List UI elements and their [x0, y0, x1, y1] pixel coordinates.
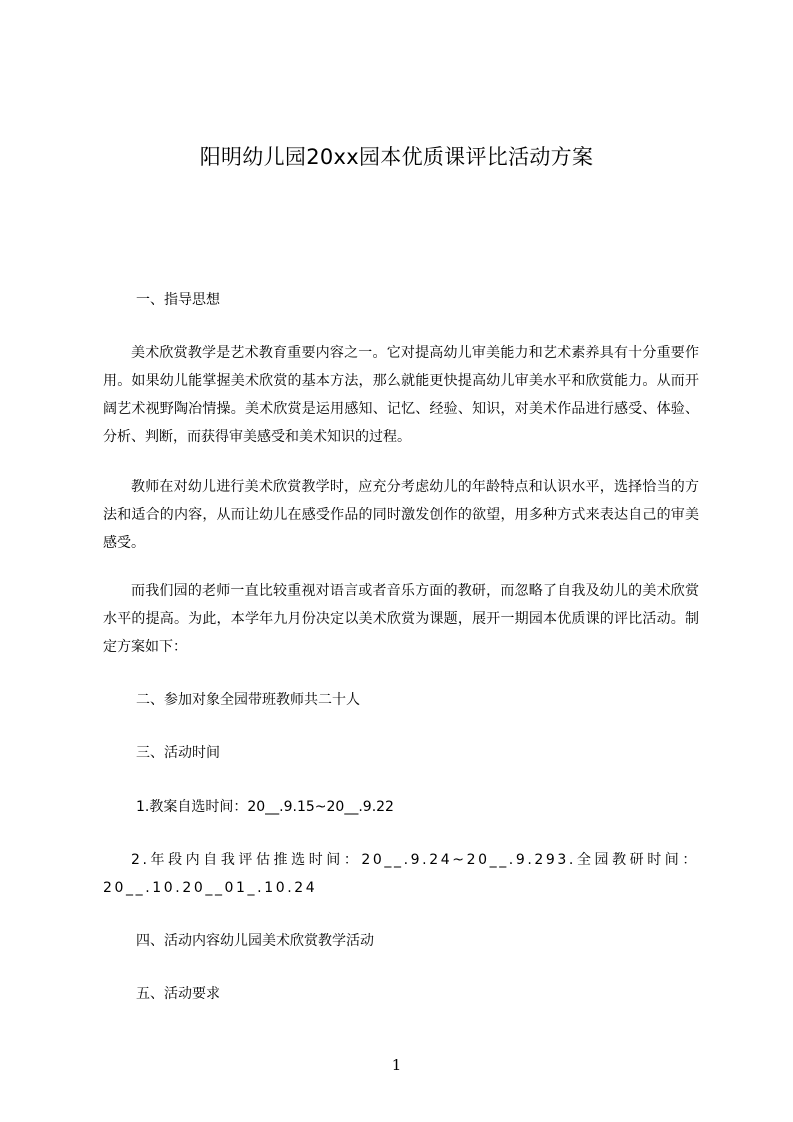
section-heading-activity-time: 三、活动时间 — [136, 745, 220, 761]
section-heading-activity-requirements: 五、活动要求 — [136, 986, 220, 1002]
list-item-evaluation-time: 2.年段内自我评估推选时间：20__.9.24~20__.9.293.全园教研时间：20__.10.20__01_.10.24 — [103, 852, 699, 896]
section-heading-guiding-ideology: 一、指导思想 — [136, 292, 220, 308]
section-heading-participants: 二、参加对象全园带班教师共二十人 — [136, 692, 360, 708]
paragraph-teacher-approach: 教师在对幼儿进行美术欣赏教学时，应充分考虑幼儿的年龄特点和认识水平，选择恰当的方法和适合的内容，从而让幼儿在感受作品的同时激发创作的欲望，用多种方式来表达自己的审美感受。 — [103, 479, 699, 551]
document-title: 阳明幼儿园20xx园本优质课评比活动方案 — [199, 145, 594, 169]
page-number: 1 — [391, 1056, 402, 1074]
paragraph-art-appreciation: 美术欣赏教学是艺术教育重要内容之一。它对提高幼儿审美能力和艺术素养具有十分重要作用。如果幼儿能掌握美术欣赏的基本方法，那么就能更快提高幼儿审美水平和欣赏能力。从而开阔艺术视野陶冶情操。美术欣赏是运用感知、记忆、经验、知识，对美术作品进行感受、体验、分析、判断，而获得审美感受和美术知识的过程。 — [103, 345, 699, 445]
section-heading-activity-content: 四、活动内容幼儿园美术欣赏教学活动 — [136, 933, 374, 949]
list-item-lesson-plan-time: 1.教案自选时间：20__.9.15~20__.9.22 — [136, 799, 394, 815]
paragraph-plan-intro: 而我们园的老师一直比较重视对语言或者音乐方面的教研，而忽略了自我及幼儿的美术欣赏水平的提高。为此，本学年九月份决定以美术欣赏为课题，展开一期园本优质课的评比活动。制定方案如下： — [103, 583, 699, 655]
